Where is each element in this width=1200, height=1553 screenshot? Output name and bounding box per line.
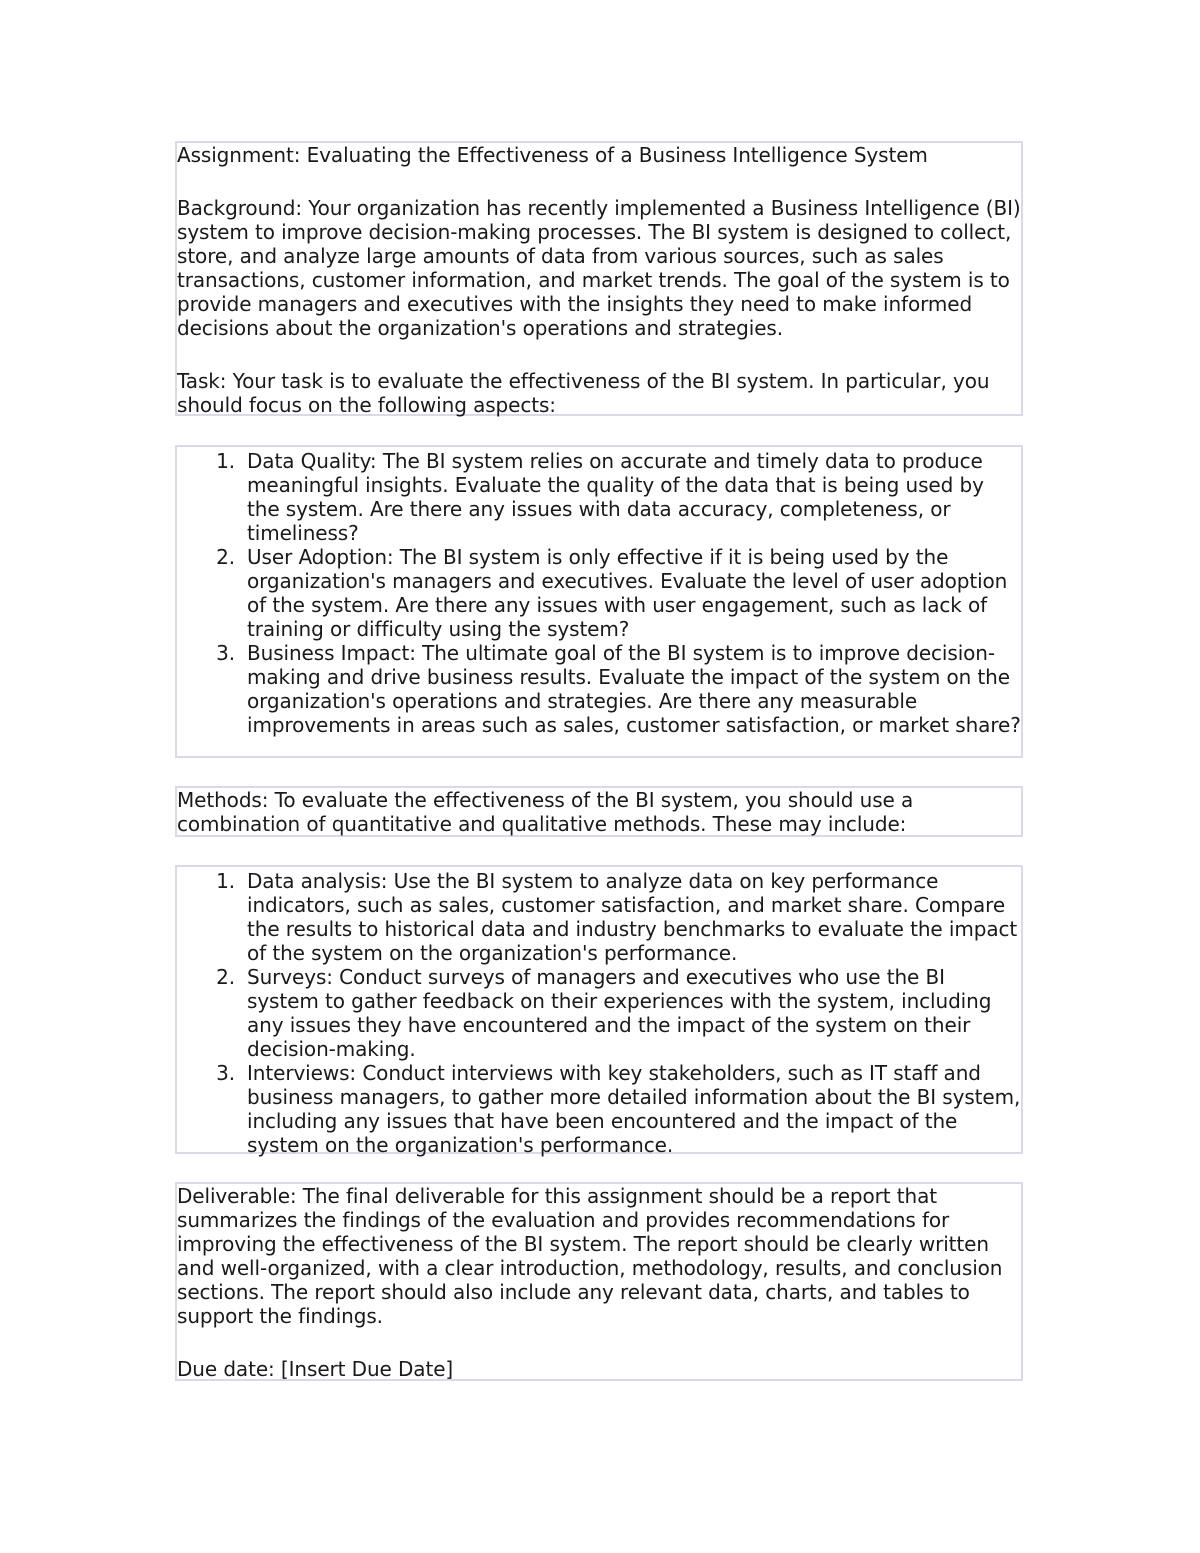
list-item-number: 2.	[216, 965, 235, 989]
list-item-number: 2.	[216, 545, 235, 569]
methods-list	[177, 869, 1021, 1157]
background-paragraph: Background: Your organization has recently implemented a Business Intelligence (BI) system to improve decision-making processes. The BI system is designed to collect, store, and analyze large amounts of data from various sources, such as sales transactions, customer information, and market trends. The goal of the system is to provide managers and executives with the insights they need to make informed decisions about the organization's operations and strategies.	[177, 196, 1021, 340]
list-item	[216, 545, 1021, 641]
intro-section	[175, 141, 1023, 416]
list-item	[216, 449, 1021, 545]
list-item-number: 1.	[216, 869, 235, 893]
list-item-text: Surveys: Conduct surveys of managers and executives who use the BI system to gather feedback on their experiences with the system, including any issues they have encountered and the impact of the system on their decision-making.	[247, 965, 992, 1061]
list-item	[216, 965, 1021, 1061]
list-item-text: Business Impact: The ultimate goal of the BI system is to improve decision-making and drive business results. Evaluate the impact of the system on the organization's operations and strategies. Are there any measurable improvements in areas such as sales, customer satisfaction, or market share?	[247, 641, 1021, 737]
methods-paragraph: Methods: To evaluate the effectiveness of the BI system, you should use a combination of quantitative and qualitative methods. These may include:	[177, 788, 914, 836]
aspects-section	[175, 445, 1023, 758]
deliverable-paragraph: Deliverable: The final deliverable for this assignment should be a report that summarizes the findings of the evaluation and provides recommendations for improving the effectiveness of the BI system. The report should be clearly written and well-organized, with a clear introduction, methodology, results, and conclusion sections. The report should also include any relevant data, charts, and tables to support the findings.	[177, 1184, 1003, 1328]
list-item-text: Data analysis: Use the BI system to analyze data on key performance indicators, such as sales, customer satisfaction, and market share. Compare the results to historical data and industry benchmarks to evaluate the impact of the system on the organization's performance.	[247, 869, 1018, 965]
list-item-number: 3.	[216, 1061, 235, 1085]
methods-section	[175, 786, 1023, 837]
task-paragraph: Task: Your task is to evaluate the effectiveness of the BI system. In particular, you should focus on the following aspects:	[177, 369, 990, 417]
list-item	[216, 869, 1021, 965]
list-item	[216, 641, 1021, 737]
deliverable-section	[175, 1182, 1023, 1381]
list-item-text: Data Quality: The BI system relies on accurate and timely data to produce meaningful insights. Evaluate the quality of the data that is being used by the system. Are there any issues with data accuracy, completeness, or timeliness?	[247, 449, 984, 545]
list-item-number: 3.	[216, 641, 235, 665]
list-item-number: 1.	[216, 449, 235, 473]
methods-list-section	[175, 865, 1023, 1157]
due-date: Due date: [Insert Due Date]	[177, 1357, 454, 1381]
list-item-text: Interviews: Conduct interviews with key stakeholders, such as IT staff and business managers, to gather more detailed information about the BI system, including any issues that have been encountered and the impact of the system on the organization's performance.	[247, 1061, 1021, 1157]
list-item-text: User Adoption: The BI system is only effective if it is being used by the organization's managers and executives. Evaluate the level of user adoption of the system. Are there any issues with user engagement, such as lack of training or difficulty using the system?	[247, 545, 1008, 641]
aspects-list	[177, 449, 1021, 737]
list-item	[216, 1061, 1021, 1157]
assignment-title: Assignment: Evaluating the Effectiveness of a Business Intelligence System	[177, 143, 928, 167]
